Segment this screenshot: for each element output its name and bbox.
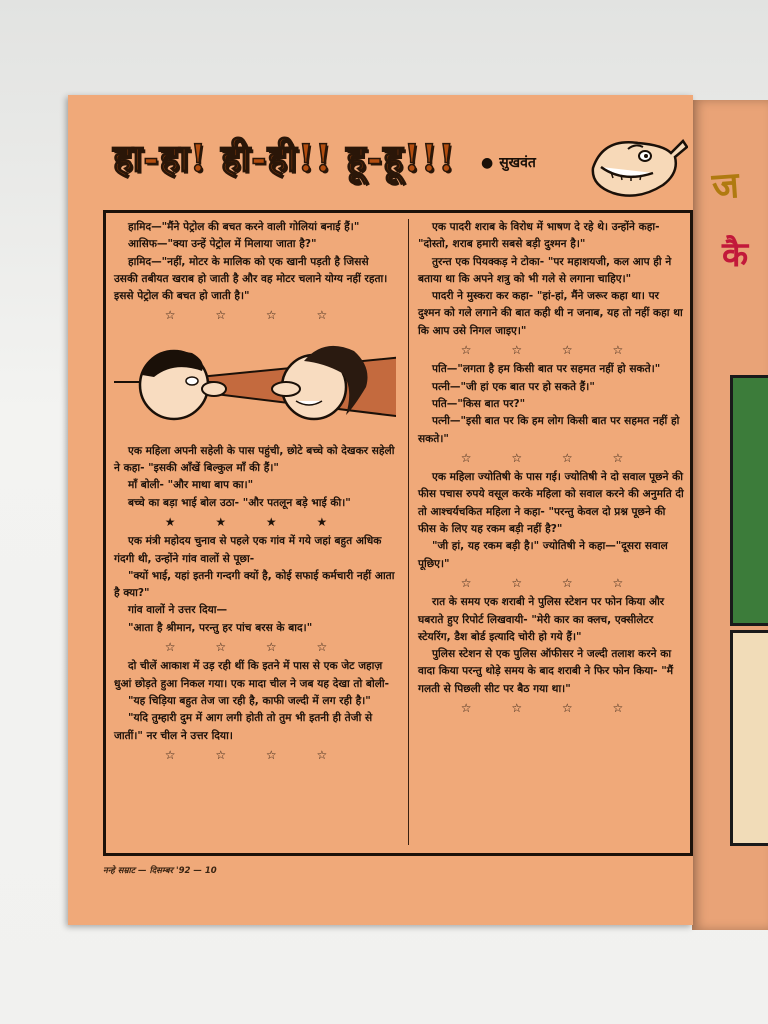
left-column (114, 219, 396, 766)
cartoon-face-icon (583, 123, 688, 203)
joke-paragraph: "जी हां, यह रकम बड़ी है।" ज्योतिषी ने कहा—"दूसरा सवाल पूछिए।" (418, 540, 668, 570)
right-column (418, 219, 684, 719)
joke-paragraph: हामिद—"नहीं, मोटर के मालिक को एक खानी पड़ती है जिससे उसकी तबीयत खराब हो जाती है और वह मोटर चलाने योग्य नहीं रहता। इससे पेट्रोल की बचत हो जाती है।" (114, 255, 388, 303)
joke-paragraph: गांव वालों ने उत्तर दिया— (128, 604, 228, 617)
magazine-page (68, 95, 693, 925)
joke-paragraph: पादरी ने मुस्करा कर कहा- "हां-हां, मैंने जरूर कहा था। पर दुश्मन को गले लगाने की बात कही थी न जनाब, यह तो नहीं कहा था कि आप उसे निगल जाइए।" (418, 290, 683, 337)
joke-paragraph: पति—"किस बात पर?" (432, 397, 526, 410)
adjacent-page-image-2 (730, 630, 768, 846)
joke-paragraph: पति—"लगता है हम किसी बात पर सहमत नहीं हो सकते।" (432, 363, 661, 376)
joke-paragraph: दो चीलें आकाश में उड़ रही थीं कि इतने में पास से एक जेट जहाज़ धुआं छोड़ते हुआ निकल गया। एक मादा चील ने जब यह देखा तो बोली- (114, 660, 390, 690)
author-name: सुखवंत (499, 155, 536, 171)
joke-paragraph: "यह चिड़िया बहुत तेज जा रही है, काफी जल्दी में लग रही है।" (128, 694, 371, 707)
joke-paragraph: एक पादरी शराब के विरोध में भाषण दे रहे थे। उन्होंने कहा- "दोस्तो, शराब हमारी सबसे बड़ी दुश्मन है।" (418, 221, 660, 251)
page-header (113, 123, 683, 203)
star-separator: ★ ★ ★ ★ (164, 514, 346, 529)
page-footer: नन्हे सम्राट — दिसम्बर '92 — 10 (103, 866, 217, 876)
joke-paragraph: "क्यों भाई, यहां इतनी गन्दगी क्यों है, कोई सफाई कर्मचारी नहीं आता है क्या?" (114, 569, 395, 600)
joke-paragraph: तुरन्त एक पियक्कड़ ने टोका- "पर महाशयजी, कल आप ही ने बताया था कि अपने शत्रु को भी गले से लगाना चाहिए।" (418, 255, 672, 285)
joke-paragraph: पत्नी—"इसी बात पर कि हम लोग किसी बात पर सहमत नहीं हो सकते।" (418, 415, 680, 445)
joke-paragraph: एक मंत्री महोदय चुनाव से पहले एक गांव में गये जहां बहुत अधिक गंदगी थी, उन्होंने गांव वालों से पूछा- (114, 535, 382, 565)
joke-paragraph: पुलिस स्टेशन से एक पुलिस ऑफीसर ने जल्दी तलाश करने का वादा किया परन्तु थोड़े समय के बाद शराबी ने फिर फोन किया- "मैं गलती से पिछली सीट पर बैठ गया था।" (418, 648, 674, 695)
joke-paragraph: हामिद—"मैंने पेट्रोल की बचत करने वाली गोलियां बनाई हैं।" (128, 221, 360, 233)
star-separator: ☆ ☆ ☆ ☆ (164, 747, 346, 762)
adjacent-page-image (730, 375, 768, 626)
joke-paragraph: रात के समय एक शराबी ने पुलिस स्टेशन पर फोन किया और घबराते हुए रिपोर्ट लिखवायी- "मेरी कार का क्लच, एक्सीलेटर स्टेयरिंग, डैश बोर्ड इत्यादि चोरी हो गये हैं।" (418, 596, 665, 643)
author-byline (481, 153, 536, 172)
joke-paragraph: पत्नी—"जी हां एक बात पर हो सकते हैं।" (432, 380, 595, 393)
content-box (103, 210, 693, 856)
star-separator: ☆ ☆ ☆ ☆ (460, 450, 642, 465)
adjacent-page (692, 100, 768, 930)
bullet-icon: ● (481, 155, 494, 171)
column-divider (408, 219, 409, 845)
star-separator: ☆ ☆ ☆ ☆ (460, 343, 642, 358)
cartoon-illustration (114, 327, 396, 439)
joke-paragraph: बच्चे का बड़ा भाई बोल उठा- "और पतलून बड़े भाई की।" (128, 496, 351, 509)
adjacent-page-title-fragment: ज (710, 164, 741, 208)
joke-paragraph: माँ बोली- "और माथा बाप का।" (128, 479, 254, 492)
star-separator: ☆ ☆ ☆ ☆ (460, 575, 642, 590)
joke-paragraph: एक महिला अपनी सहेली के पास पहुंची, छोटे बच्चे को देखकर सहेली ने कहा- "इसकी आँखें बिल्कुल माँ की हैं।" (114, 444, 395, 475)
adjacent-page-title-fragment-2: कै (722, 235, 749, 275)
two-faces-icon (114, 327, 396, 439)
joke-paragraph: एक महिला ज्योतिषी के पास गई। ज्योतिषी ने दो सवाल पूछने की फीस पचास रुपये वसूल करके महिला को सवाल करने की अनुमति दी तो आश्चर्यचकित महिला ने कहा- "परन्तु केवल दो प्रश्न पूछने की फीस के लिए यह रकम बड़ी नहीं है?" (418, 471, 684, 536)
page-title: हा-हा! ही-ही!! हू-हू!!! (113, 136, 456, 180)
joke-paragraph: "आता है श्रीमान, परन्तु हर पांच बरस के बाद।" (128, 621, 313, 634)
joke-paragraph: "यदि तुम्हारी दुम में आग लगी होती तो तुम भी इतनी ही तेजी से जातीं।" नर चील ने उत्तर दिया। (114, 712, 373, 742)
star-separator: ☆ ☆ ☆ ☆ (460, 701, 642, 716)
star-separator: ☆ ☆ ☆ ☆ (164, 640, 346, 655)
joke-paragraph: आसिफ—"क्या उन्हें पेट्रोल में मिलाया जाता है?" (128, 238, 317, 251)
star-separator: ☆ ☆ ☆ ☆ (164, 308, 346, 323)
